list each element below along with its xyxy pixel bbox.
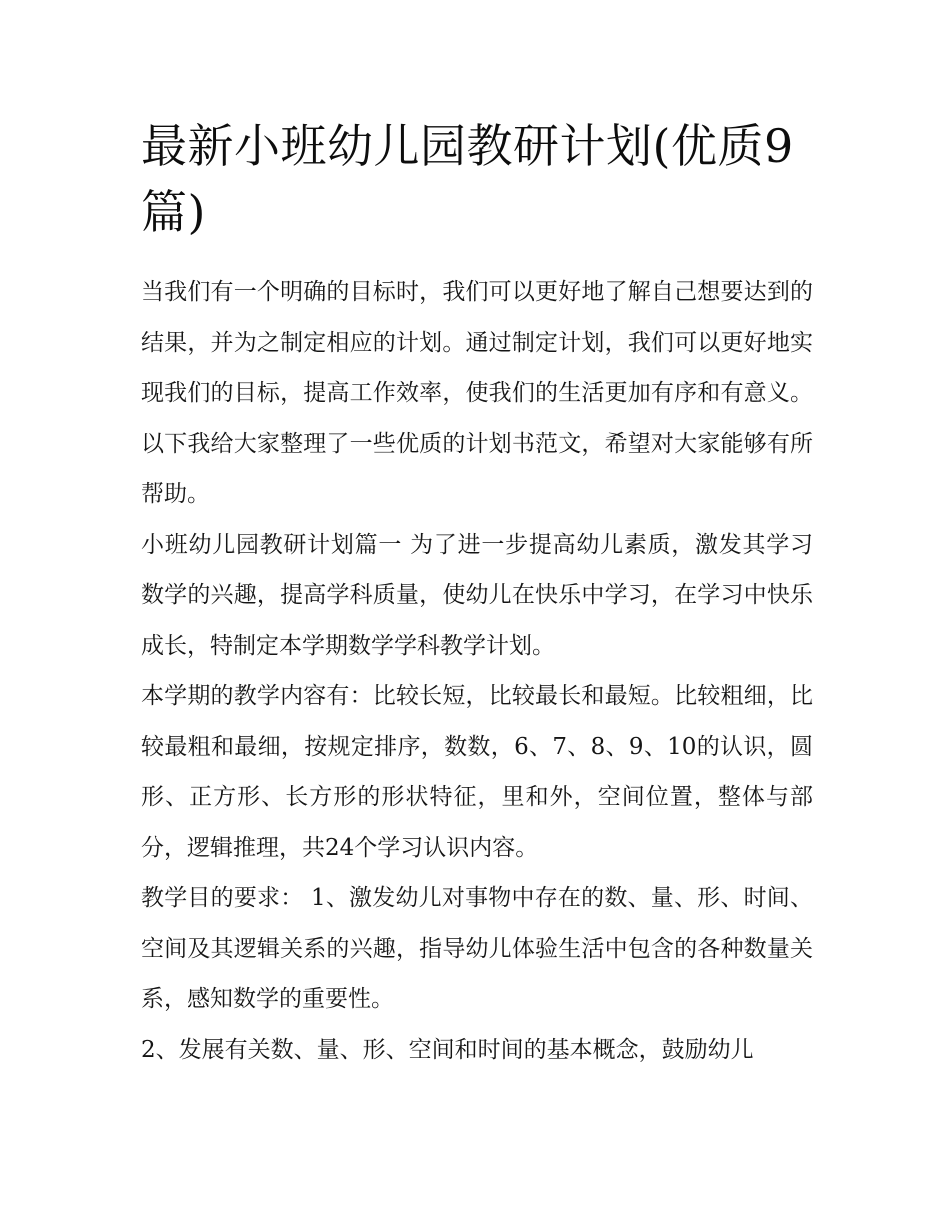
document-content — [141, 113, 813, 1075]
document-body — [141, 267, 813, 1075]
paragraph-goal-two: 2、发展有关数、量、形、空间和时间的基本概念，鼓励幼儿 — [141, 1036, 754, 1063]
document-title: 最新小班幼儿园教研计划(优质9篇) — [141, 119, 794, 239]
paragraph-teaching-goals: 教学目的要求： 1、激发幼儿对事物中存在的数、量、形、时间、空间及其逻辑关系的兴趣，指导幼儿体验生活中包含的各种数量关系，感知数学的重要性。 — [141, 885, 813, 1012]
paragraph-teaching-content: 本学期的教学内容有：比较长短，比较最长和最短。比较粗细，比较最粗和最细，按规定排序，数数，6、7、8、9、10的认识，圆形、正方形、长方形的形状特征，里和外，空间位置，整体与部分，逻辑推理，共24个学习认识内容。 — [141, 683, 813, 861]
paragraph-intro: 当我们有一个明确的目标时，我们可以更好地了解自己想要达到的结果，并为之制定相应的计划。通过制定计划，我们可以更好地实现我们的目标，提高工作效率，使我们的生活更加有序和有意义。以下我给大家整理了一些优质的计划书范文，希望对大家能够有所帮助。 — [141, 279, 813, 507]
paragraph-chapter-one: 小班幼儿园教研计划篇一 为了进一步提高幼儿素质，激发其学习数学的兴趣，提高学科质量，使幼儿在快乐中学习，在学习中快乐成长，特制定本学期数学学科教学计划。 — [141, 531, 813, 659]
